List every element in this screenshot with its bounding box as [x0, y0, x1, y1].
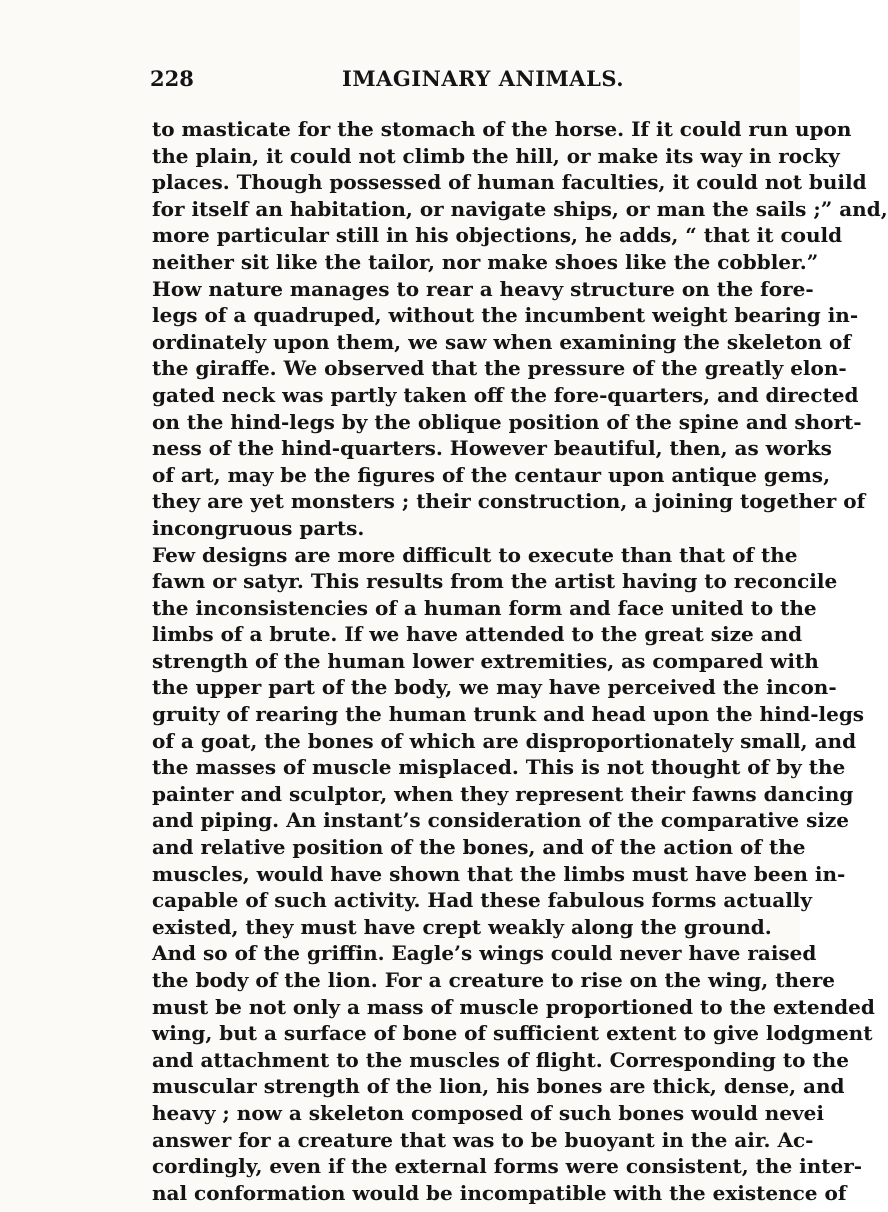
text-line: to masticate for the stomach of the horse. If it could run upon: [152, 117, 852, 141]
text-line: Few designs are more difficult to execute than that of the: [152, 542, 798, 567]
text-line: more particular still in his objections, he adds, “ that it could: [152, 223, 843, 248]
text-line: How nature manages to rear a heavy structure on the fore-: [152, 276, 814, 301]
text-line: fawn or satyr. This results from the artist having to reconcile: [152, 569, 838, 594]
text-line: the body of the lion. For a creature to rise on the wing, there: [152, 968, 835, 992]
text-line: incongruous parts.: [152, 515, 365, 540]
text-line: answer for a creature that was to be buoyant in the air. Ac-: [152, 1127, 814, 1152]
text-line: the plain, it could not climb the hill, or make its way in rocky: [152, 143, 840, 168]
text-line: the upper part of the body, we may have perceived the incon-: [152, 675, 837, 700]
text-line: the masses of muscle misplaced. This is not thought of by the: [152, 755, 846, 780]
body-text: [152, 116, 888, 1206]
page-header: [150, 66, 750, 102]
text-line: ordinately upon them, we saw when examining the skeleton of: [152, 329, 852, 354]
text-line: and piping. An instant’s consideration of the comparative size: [152, 808, 850, 833]
text-line: nal conformation would be incompatible with the existence of: [152, 1180, 847, 1205]
text-line: painter and sculptor, when they represent their fawns dancing: [152, 781, 854, 806]
text-line: places. Though possessed of human faculties, it could not build: [152, 170, 867, 195]
page-number: 228: [150, 66, 194, 91]
text-line: capable of such activity. Had these fabulous forms actually: [152, 888, 813, 913]
text-line: legs of a quadruped, without the incumbent weight bearing in-: [152, 303, 859, 328]
text-line: wing, but a surface of bone of sufficient extent to give lodgment: [152, 1021, 873, 1046]
running-title: IMAGINARY ANIMALS.: [342, 66, 625, 91]
text-line: and attachment to the muscles of flight. Corresponding to the: [152, 1047, 849, 1072]
text-line: gruity of rearing the human trunk and head upon the hind-legs: [152, 702, 865, 727]
text-line: they are yet monsters ; their construction, a joining together of: [152, 489, 866, 514]
text-line: must be not only a mass of muscle proportioned to the extended: [152, 994, 875, 1019]
text-line: of a goat, the bones of which are disproportionately small, and: [152, 728, 857, 753]
text-line: muscular strength of the lion, his bones are thick, dense, and: [152, 1074, 845, 1099]
text-line: muscles, would have shown that the limbs must have been in-: [152, 861, 846, 886]
text-line: strength of the human lower extremities, as compared with: [152, 648, 819, 673]
text-line: for itself an habitation, or navigate ships, or man the sails ;” and,: [152, 196, 888, 221]
text-line: limbs of a brute. If we have attended to the great size and: [152, 622, 803, 647]
text-line: existed, they must have crept weakly along the ground.: [152, 914, 772, 939]
text-line: gated neck was partly taken off the fore-quarters, and directed: [152, 382, 859, 407]
text-line: heavy ; now a skeleton composed of such bones would nevei: [152, 1100, 824, 1125]
text-line: ness of the hind-quarters. However beautiful, then, as works: [152, 436, 832, 461]
text-line: neither sit like the tailor, nor make shoes like the cobbler.”: [152, 249, 819, 274]
text-line: And so of the griffin. Eagle’s wings could never have raised: [152, 941, 817, 966]
text-line: on the hind-legs by the oblique position of the spine and short-: [152, 409, 862, 434]
text-line: and relative position of the bones, and of the action of the: [152, 835, 806, 860]
text-line: the giraffe. We observed that the pressure of the greatly elon-: [152, 356, 847, 381]
text-line: of art, may be the figures of the centaur upon antique gems,: [152, 462, 831, 487]
text-line: the inconsistencies of a human form and face united to the: [152, 595, 817, 620]
text-line: cordingly, even if the external forms were consistent, the inter-: [152, 1154, 863, 1179]
